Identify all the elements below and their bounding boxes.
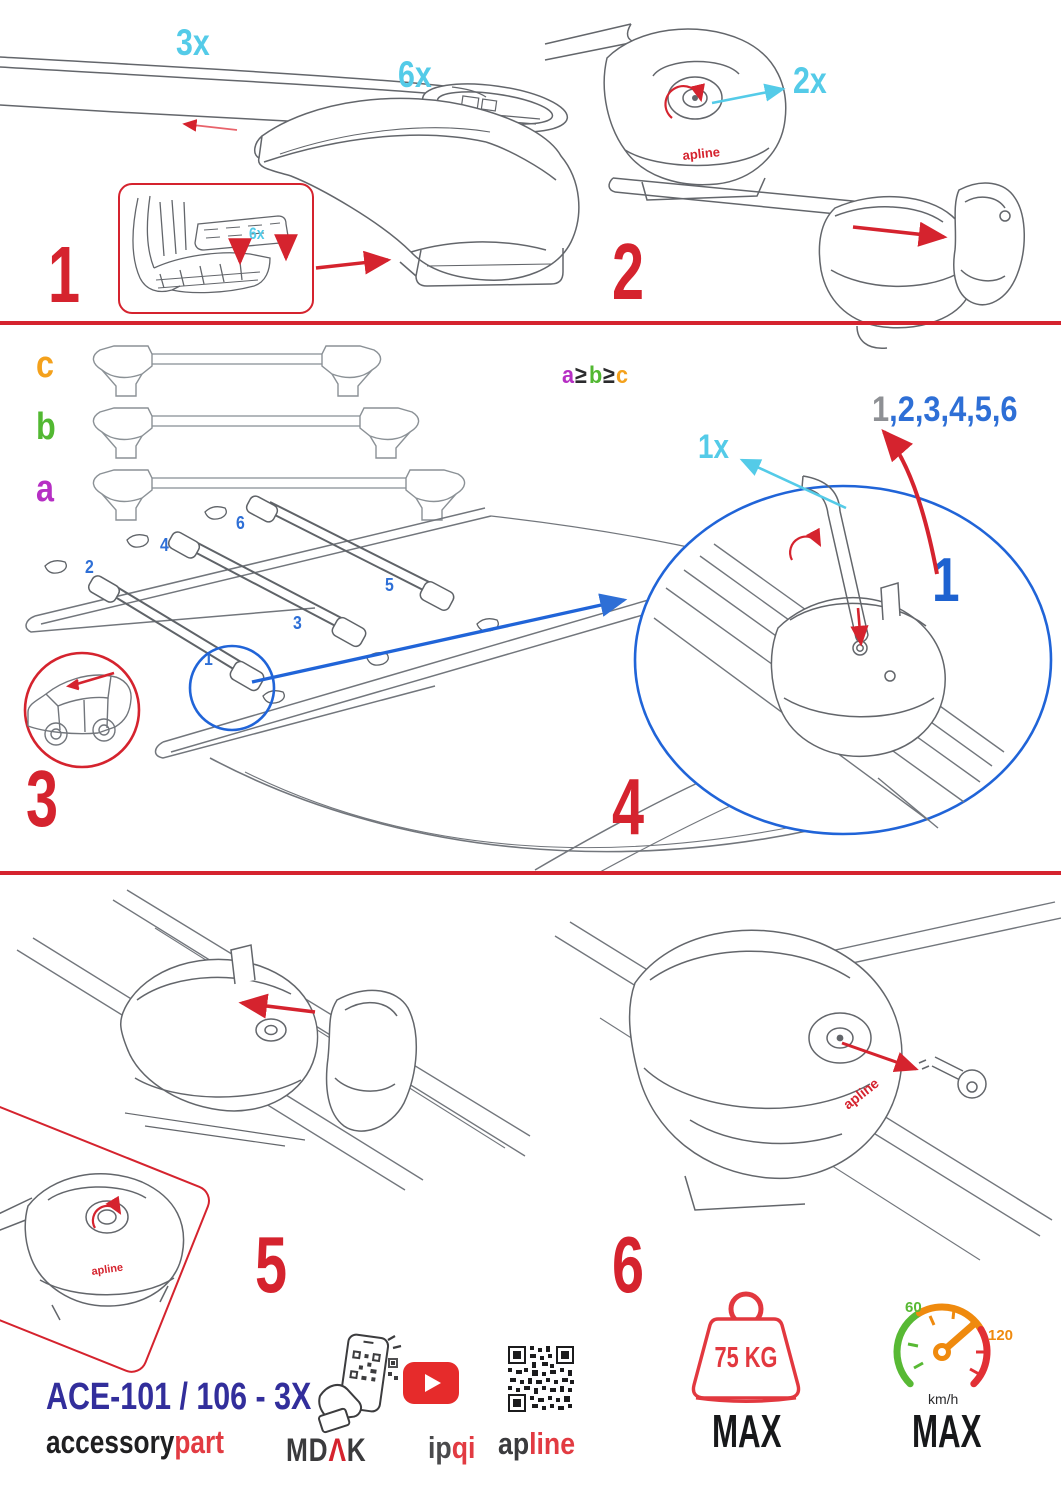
ipqi-red: qi [451, 1430, 476, 1465]
step-6-number: 6 [612, 1220, 645, 1309]
rule-geq2: ≥ [603, 362, 616, 389]
position-label-1: 1 [204, 649, 213, 669]
apline-part-logo: apline [681, 144, 721, 163]
bar-size-label-c: c [36, 344, 54, 386]
apline-dark: ap [498, 1426, 530, 1461]
apline-part-logo: apline [90, 1261, 124, 1278]
arrow-lock-to-key [842, 1043, 916, 1069]
foot-quantity-label: 6x [398, 54, 432, 95]
sequence-rest: ,2,3,4,5,6 [889, 390, 1018, 429]
speed-unit-label: km/h [928, 1391, 959, 1407]
max-weight-label: MAX [712, 1405, 782, 1457]
sequence-first: 1 [872, 390, 890, 429]
pad-quantity-label: 6x [249, 224, 265, 243]
bar-size-label-a: a [36, 468, 54, 510]
position-label-2: 2 [85, 557, 94, 577]
tighten-sequence-label [872, 392, 1018, 427]
arrow-pad-to-foot [316, 260, 388, 268]
position-label-6: 6 [236, 513, 245, 533]
max-weight-value: 75 KG [714, 1342, 778, 1374]
rule-b: b [588, 362, 602, 389]
arrow-key-rotate [790, 537, 820, 560]
bar-quantity-label: 3x [176, 22, 210, 63]
apline-part-logo: apline [839, 1074, 882, 1113]
rule-c: c [616, 362, 629, 389]
arrow-tighten-sequence [884, 432, 937, 574]
arrow-key-down [858, 608, 861, 644]
arrow-zoom-link [252, 600, 624, 682]
arrow-tool-qty [742, 460, 846, 508]
arrow-knob-qty [712, 89, 783, 103]
position-label-3: 3 [293, 613, 302, 633]
ipqi-gray: ip [428, 1430, 452, 1465]
position-label-5: 5 [385, 575, 394, 595]
step-4-number: 4 [612, 762, 645, 851]
mdak-accent: Λ [328, 1432, 347, 1468]
apline-red: line [529, 1426, 576, 1461]
rule-a: a [562, 362, 575, 389]
brand-red: part [174, 1424, 224, 1460]
bar-size-label-b: b [36, 406, 56, 448]
speed-min-label: 60 [905, 1299, 922, 1316]
highlight-circle-position1 [190, 646, 274, 730]
brand-black: accessory [46, 1424, 175, 1460]
arrow-panel-lock-rotate [93, 1206, 120, 1228]
mdak-pre: MD [286, 1432, 329, 1468]
step-5-number: 5 [255, 1220, 288, 1309]
step-1-number: 1 [48, 230, 81, 319]
mdak-post: K [346, 1432, 367, 1468]
max-speed-label: MAX [912, 1405, 982, 1457]
step-3-number: 3 [26, 754, 59, 843]
step-2-number: 2 [612, 227, 645, 316]
arrow-knob-rotate [665, 86, 701, 118]
tool-quantity-label: 1x [698, 428, 730, 466]
knob-quantity-label: 2x [793, 60, 827, 101]
model-code: ACE-101 / 106 - 3X [46, 1376, 312, 1418]
arrow-cover-slide-on [242, 1003, 315, 1012]
speed-max-label: 120 [988, 1327, 1014, 1344]
position-label-4: 4 [160, 535, 169, 555]
arrow-bar-insert [184, 124, 237, 130]
zoom-position-label: 1 [932, 546, 960, 615]
rule-geq1: ≥ [575, 362, 588, 389]
arrow-cover-slide [853, 227, 944, 237]
